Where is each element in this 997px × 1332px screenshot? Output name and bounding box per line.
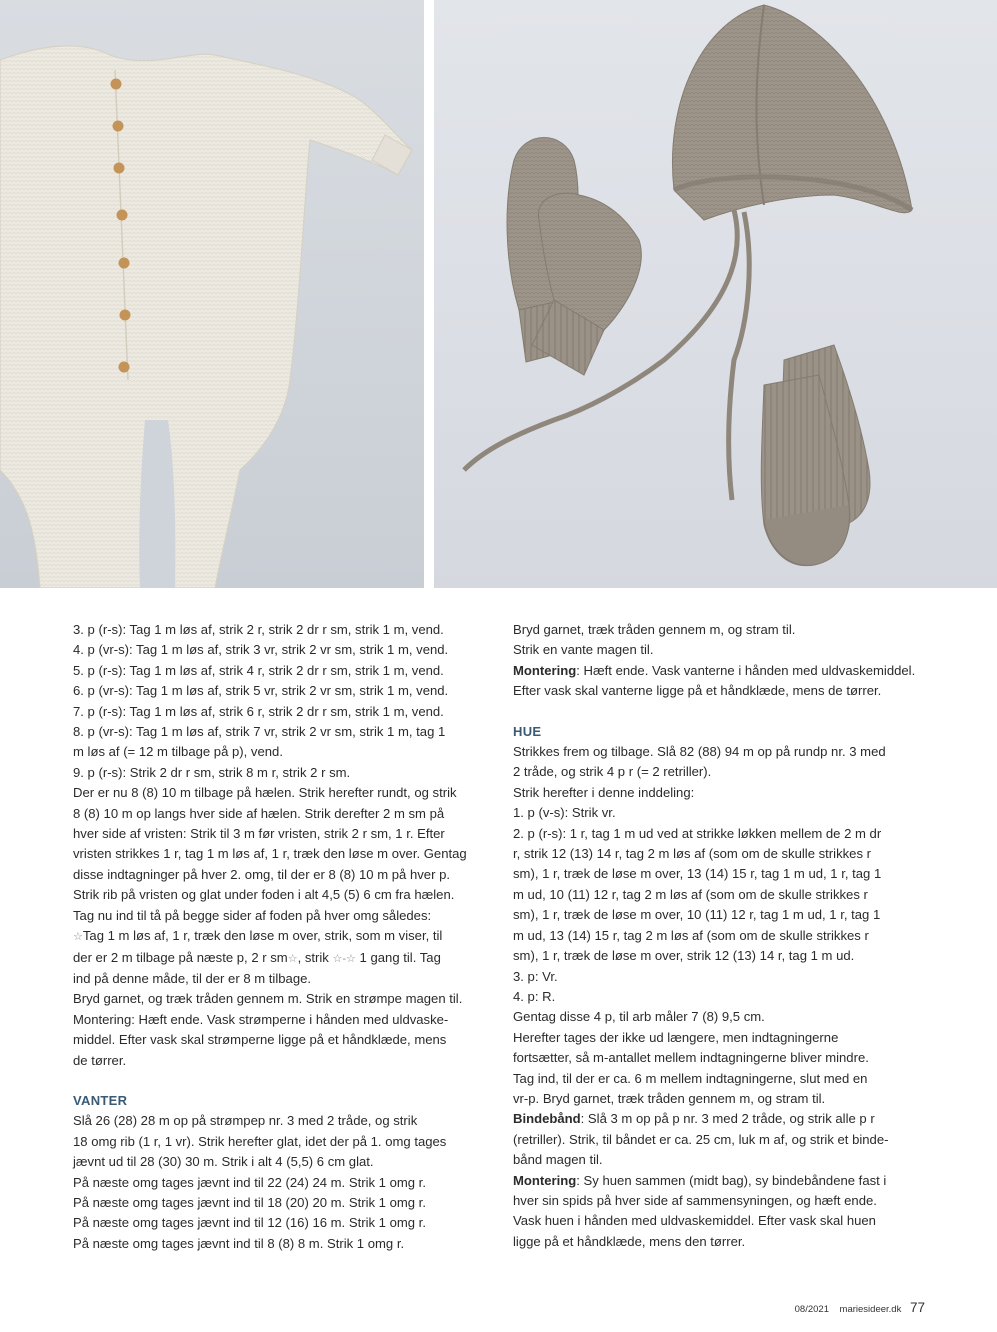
text-line: 9. p (r-s): Strik 2 dr r sm, strik 8 m r, strik 2 r sm. (73, 764, 351, 780)
text-line: På næste omg tages jævnt ind til 22 (24) 24 m. Strik 1 omg r. (73, 1174, 426, 1190)
section-heading-vanter: VANTER (73, 1092, 128, 1108)
text-line: Der er nu 8 (8) 10 m tilbage på hælen. Strik herefter rundt, og strik (73, 785, 457, 801)
text-line: Tag nu ind til tå på begge sider af foden på hver omg således: (73, 907, 432, 923)
text-line: m ud, 10 (11) 12 r, tag 2 m løs af (som om de skulle strikkes r (513, 886, 868, 902)
text-line: hver side af vristen: Strik til 3 m før vristen, strik 2 r sm, 1 r. Efter (73, 826, 445, 842)
text-line: Tag ind, til der er ca. 6 m mellem indtagningerne, slut med en (513, 1070, 868, 1086)
text-line: 8. p (vr-s): Tag 1 m løs af, strik 7 vr, strik 2 vr sm, strik 1 m, tag 1 (73, 724, 446, 740)
montering2-line: Montering: Sy huen sammen (midt bag), sy bindebåndene fast i (513, 1172, 887, 1188)
star-icon: ☆ (346, 952, 356, 965)
text-line: vristen strikkes 1 r, tag 1 m løs af, 1 r, træk den løse m over. Gentag (73, 846, 467, 862)
text-line: disse indtagninger på hver 2. omg, til der er 8 (8) 10 m på hver p. (73, 866, 451, 882)
text-line: 18 omg rib (1 r, 1 vr). Strik herefter glat, idet der på 1. omg tages (73, 1133, 447, 1149)
socks (761, 345, 870, 566)
text-line: Strikkes frem og tilbage. Slå 82 (88) 94 m op på rundp nr. 3 med (513, 744, 886, 760)
page-number: 77 (909, 1300, 925, 1315)
bindebaand-line: Bindebånd: Slå 3 m op på p nr. 3 med 2 tråde, og strik alle p r (513, 1111, 875, 1127)
text-line: fortsætter, så m-antallet mellem indtagningerne bliver mindre. (513, 1050, 869, 1066)
text-line: de tørrer. (73, 1052, 127, 1068)
text-line: 2. p (r-s): 1 r, tag 1 m ud ved at strikke løkken mellem de 2 m dr (513, 825, 882, 841)
mittens (507, 138, 641, 376)
section-heading-hue: HUE (513, 723, 542, 739)
text-line: 5. p (r-s): Tag 1 m løs af, strik 4 r, strik 2 dr r sm, strik 1 m, vend. (73, 662, 444, 678)
issue-date: 08/2021 (794, 1304, 829, 1315)
text-line: r, strik 12 (13) 14 r, tag 2 m løs af (som om de skulle strikkes r (513, 846, 871, 862)
star-icon: ☆ (332, 952, 343, 965)
star-line-1: ☆Tag 1 m løs af, 1 r, træk den løse m over, strik, som m viser, til (73, 928, 443, 944)
text-line: m ud, 13 (14) 15 r, tag 2 m løs af (som om de skulle strikkes r (513, 927, 869, 943)
text-line: sm), 1 r, træk de løse m over, 13 (14) 15 r, tag 1 m ud, 1 r, tag 1 (513, 866, 882, 882)
text-line: Efter vask skal vanterne ligge på et håndklæde, mens de tørrer. (513, 683, 882, 699)
text-line: Vask huen i hånden med uldvaskemiddel. Efter vask skal huen (513, 1213, 876, 1229)
text-line: ligge på et håndklæde, mens den tørrer. (513, 1233, 746, 1249)
text-line: jævnt ud til 28 (30) 30 m. Strik i alt 4 (5,5) 6 cm glat. (73, 1154, 374, 1170)
star-line-2: der er 2 m tilbage på næste p, 2 r sm☆, strik ☆-☆ 1 gang til. Tag (73, 949, 441, 965)
photo-romper (0, 0, 424, 588)
text-line: hver sin spids på hver side af sammensyningen, og hæft ende. (513, 1192, 877, 1208)
text-line: 2 tråde, og strik 4 p r (= 2 retriller). (513, 764, 712, 780)
text-line: Herefter tages der ikke ud længere, men indtagningerne (513, 1029, 839, 1045)
accessories-illustration (434, 0, 997, 588)
left-text-column (73, 620, 493, 1254)
text-line: middel. Efter vask skal strømperne ligge på et håndklæde, mens (73, 1032, 447, 1048)
text-line: På næste omg tages jævnt ind til 18 (20) 20 m. Strik 1 omg r. (73, 1194, 426, 1210)
text-line: Bryd garnet, og træk tråden gennem m. Strik en strømpe magen til. (73, 991, 463, 1007)
text-line: Slå 26 (28) 28 m op på strømpep nr. 3 med 2 tråde, og strik (73, 1113, 418, 1129)
text-line: 1. p (v-s): Strik vr. (513, 805, 616, 821)
text-line: 4. p (vr-s): Tag 1 m løs af, strik 3 vr, strik 2 vr sm, strik 1 m, vend. (73, 642, 449, 658)
text-line: bånd magen til. (513, 1152, 603, 1168)
text-line: Bryd garnet, træk tråden gennem m, og stram til. (513, 622, 796, 637)
text-line: Strik herefter i denne inddeling: (513, 784, 695, 800)
montering-line: Montering: Hæft ende. Vask vanterne i hånden med uldvaskemiddel. (513, 662, 916, 678)
text-line: sm), 1 r, træk de løse m over, 10 (11) 12 r, tag 1 m ud, 1 r, tag 1 (513, 907, 881, 923)
text-line: (retriller). Strik, til båndet er ca. 25 cm, luk m af, og strik et binde- (513, 1131, 889, 1147)
text-line: På næste omg tages jævnt ind til 12 (16) 16 m. Strik 1 omg r. (73, 1215, 426, 1231)
text-line: På næste omg tages jævnt ind til 8 (8) 8 m. Strik 1 omg r. (73, 1235, 405, 1251)
star-icon: ☆ (73, 931, 83, 944)
text-line: 3. p (r-s): Tag 1 m løs af, strik 2 r, strik 2 dr r sm, strik 1 m, vend. (73, 622, 444, 637)
text-line: 3. p: Vr. (513, 968, 558, 984)
text-line: m løs af (= 12 m tilbage på p), vend. (73, 744, 283, 760)
site-name: mariesideer.dk (839, 1304, 902, 1315)
text-line: vr-p. Bryd garnet, træk tråden gennem m, og stram til. (513, 1090, 826, 1106)
romper-illustration (0, 0, 424, 588)
text-line: Strik en vante magen til. (513, 642, 654, 658)
text-line: 4. p: R. (513, 988, 556, 1004)
text-line: 7. p (r-s): Tag 1 m løs af, strik 6 r, strik 2 dr r sm, strik 1 m, vend. (73, 703, 444, 719)
right-text-column (513, 620, 928, 1252)
page-footer (795, 1300, 925, 1315)
text-line: ind på denne måde, til der er 8 m tilbage. (73, 970, 312, 986)
photo-accessories (434, 0, 997, 588)
text-line: Strik rib på vristen og glat under foden i alt 4,5 (5) 6 cm fra hælen. (73, 887, 455, 903)
text-line: 6. p (vr-s): Tag 1 m løs af, strik 5 vr, strik 2 vr sm, strik 1 m, vend. (73, 683, 449, 699)
text-line: 8 (8) 10 m op langs hver side af hælen. Strik derefter 2 m sm på (73, 805, 445, 821)
star-icon: ☆ (287, 952, 298, 965)
text-line: Montering: Hæft ende. Vask strømperne i hånden med uldvaske- (73, 1011, 449, 1027)
text-line: sm), 1 r, træk de løse m over, strik 12 (13) 14 r, tag 1 m ud. (513, 948, 855, 964)
text-line: Gentag disse 4 p, til arb måler 7 (8) 9,5 cm. (513, 1009, 765, 1025)
